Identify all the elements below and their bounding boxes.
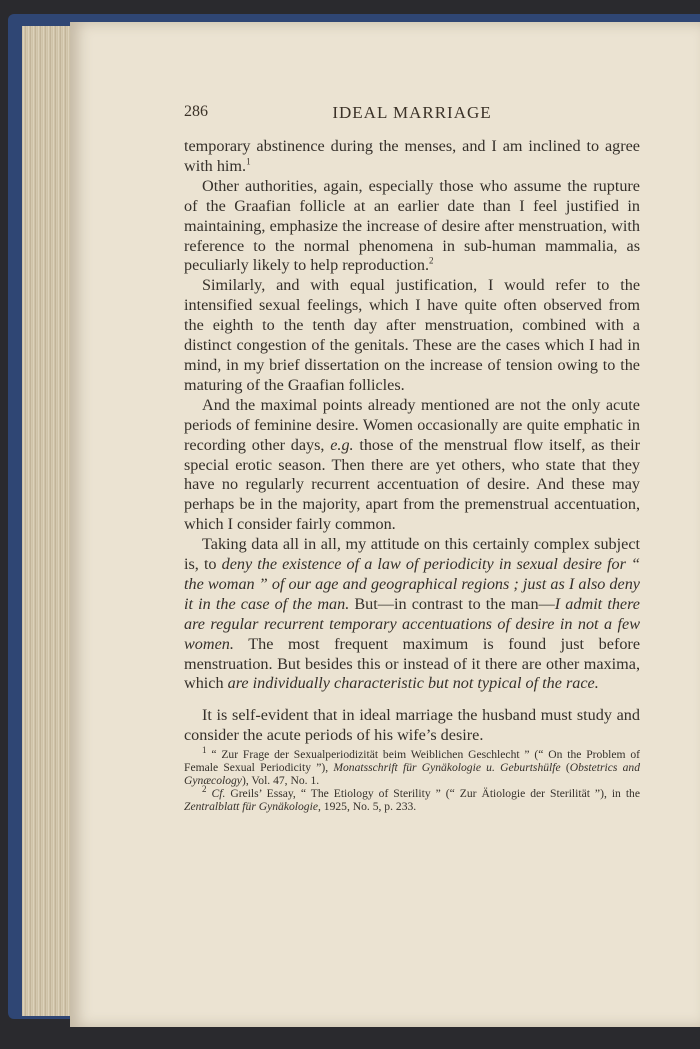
paragraph-self-evident: It is self-evident that in ideal marriage the husband must study and consider the acute periods of his wife’s desire.	[184, 706, 640, 745]
running-title: IDEAL MARRIAGE	[332, 103, 492, 122]
footnotes	[184, 745, 641, 814]
footnote-ref-1: 1	[246, 156, 251, 167]
footnote-2: $^2$ Cf. Greils’ Essay, “ The Etiology of Sterility ” (“ Zur Ätiologie der Sterilität ”), in the Zentralblatt für Gynäkologie, 1925, No. 5, p. 233.	[184, 784, 640, 814]
page-header	[184, 103, 640, 127]
footnote-1: $^1$ “ Zur Frage der Sexualperiodizität beim Weiblichen Geschlecht ” (“ On the Problem of Female Sexual Periodicity ”), Monatsschrift für Gynäkologie u. Geburtshülfe (Obstetrics and Gynæcology), Vol. 47, No. 1.	[184, 745, 641, 788]
paragraph-taking-data: Taking data all in all, my attitude on this certainly complex subject is, to deny the existence of a law of periodicity in sexual desire for “ the woman ” of our age and geographical regions ; just as I also deny it in the case of the man. But—in contrast to the man—I admit there are regular recurrent temporary accentuations of desire in not a few women. The most frequent maximum is found just before menstruation. But besides this or instead of it there are other maxima, which are individually characteristic but not typical of the race.	[184, 535, 640, 693]
footnote-ref-2: 2	[429, 256, 434, 267]
paragraph-maximal-points: And the maximal points already mentioned are not the only acute periods of feminine desire. Women occasionally are quite emphatic in recording other days, e.g. those of the menstrual flow itself, as their special erotic season. Then there are yet others, who state that they have no regularly recurrent accentuation of desire. And these may perhaps be in the majority, apart from the premenstrual accentuation, which I consider fairly common.	[184, 395, 640, 534]
paragraph-other-authorities: Other authorities, again, especially those who assume the rupture of the Graafian follicle at an earlier date than I feel justified in maintaining, emphasize the increase of desire after menstruation, with reference to the normal phenomena in sub-human mammalia, as peculiarly likely to help reproduction.$^2$	[184, 176, 640, 275]
paragraph-similarly: Similarly, and with equal justification, I would refer to the intensified sexual feelings, which I have quite often observed from the eighth to the tenth day after menstruation, combined with a distinct congestion of the genitals. These are the cases which I had in mind, in my brief dissertation on the increase of tension owing to the maturing of the Graafian follicles.	[184, 276, 640, 394]
paragraph-continuation: temporary abstinence during the menses, and I am inclined to agree with him.$^1$	[184, 137, 640, 175]
page-body	[184, 137, 640, 813]
page-number: 286	[184, 103, 208, 120]
